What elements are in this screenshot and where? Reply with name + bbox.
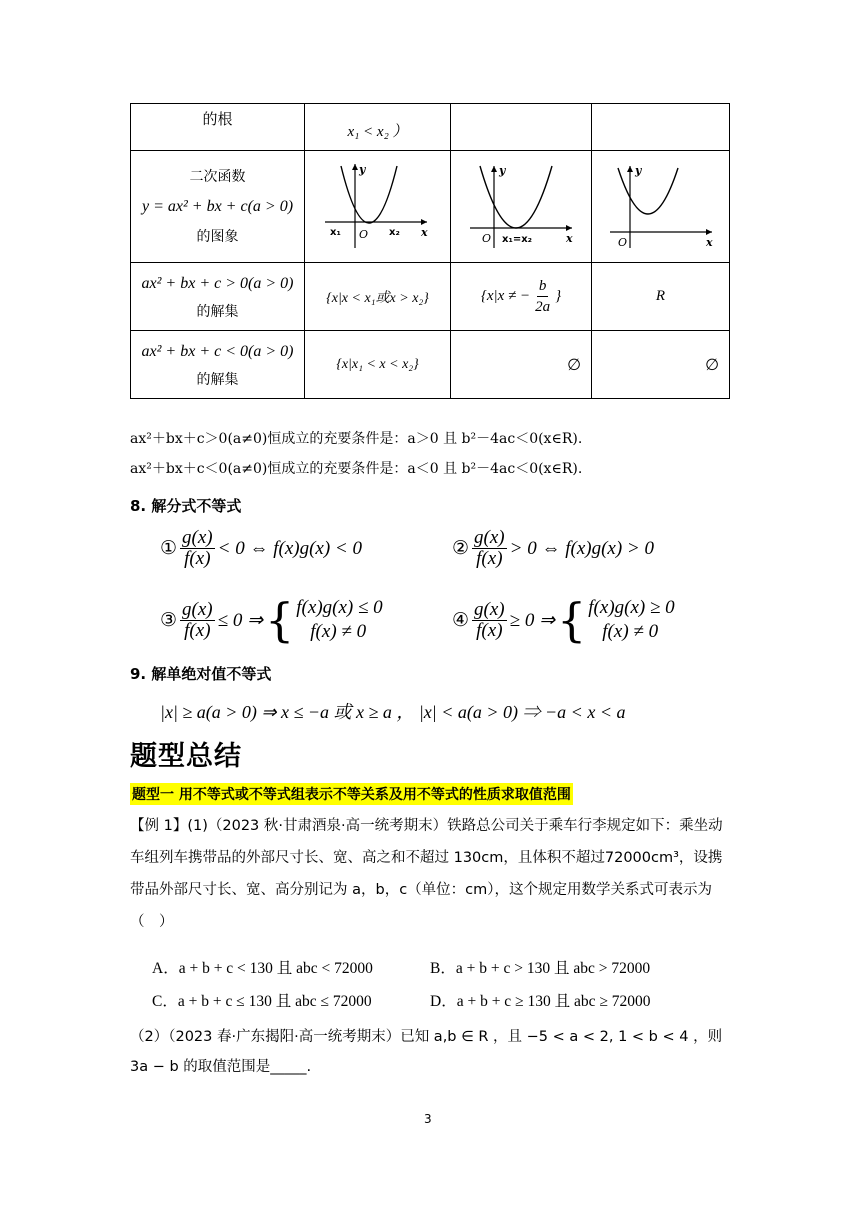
row-graph-formula: y = ax² + bx + c(a > 0)	[141, 197, 294, 215]
parabola-double-root-graph	[466, 160, 576, 250]
fraction-inequality-1: ① $\frac{g(x)}{f(x)}$ < 0 ⇔ f(x)g(x) < 0	[160, 527, 362, 569]
section-8-title: 8. 解分式不等式	[130, 497, 242, 515]
parabola-two-roots-graph	[323, 160, 433, 250]
origin-label: O	[482, 231, 492, 245]
option-a: A．a + b + c < 130 且 abc < 72000	[152, 960, 373, 977]
y-axis-label: y	[358, 162, 365, 176]
x2-label: x₂	[388, 226, 400, 238]
gt-solution-double-root: {x|x ≠ − $\frac{b}{2a}$ }	[451, 263, 592, 331]
row-gt-formula: ax² + bx + c > 0(a > 0)	[141, 274, 294, 292]
quadratic-table	[130, 103, 730, 399]
row-root-formula: x₁ < x₂ ）	[305, 104, 451, 151]
lt-solution-double-root: ∅	[451, 331, 592, 399]
parabola-no-root-graph	[606, 160, 716, 250]
row-gt-label: 的解集	[196, 303, 239, 320]
table-row	[131, 331, 730, 399]
origin-label: O	[617, 235, 627, 249]
fraction-inequality-3: ③ $\frac{g(x)}{f(x)}$ ≤ 0 ⇒ { f(x)g(x) ≤ 0 f(x) ≠ 0	[160, 593, 383, 647]
note-line-2: ax²＋bx＋c＜0(a≠0)恒成立的充要条件是：a＜0 且 b²－4ac＜0(x∈R).	[130, 461, 583, 477]
note-line-1: ax²＋bx＋c＞0(a≠0)恒成立的充要条件是：a＞0 且 b²－4ac＜0(x∈R).	[130, 431, 583, 447]
option-c: C．a + b + c ≤ 130 且 abc ≤ 72000	[152, 993, 372, 1010]
absolute-inequality-formula: |x| ≥ a(a > 0) ⇒ x ≤ −a 或 x ≥ a ， |x| < a(a > 0) ⇒ −a < x < a	[160, 702, 626, 722]
row-graph-label1: 二次函数	[189, 168, 246, 185]
example-1-text: 【例 1】(1)（2023 秋·甘肃酒泉·高一统考期末）铁路总公司关于乘车行李规定如下：乘坐动车组列车携带品的外部尺寸长、宽、高之和不超过 130cm，且体积不超过72000cm³，设携带品外部尺寸长、宽、高分别记为 a，b，c（单位：cm），这个规定用数学关系式可表示为（ ）	[130, 818, 723, 930]
fraction-inequality-4: ④ $\frac{g(x)}{f(x)}$ ≥ 0 ⇒ { f(x)g(x) ≥ 0 f(x) ≠ 0	[452, 593, 675, 647]
page-number: 3	[424, 1112, 432, 1126]
y-axis-label: y	[634, 163, 641, 177]
row-lt-label: 的解集	[196, 371, 239, 388]
fraction-inequality-2: ② $\frac{g(x)}{f(x)}$ > 0 ⇔ f(x)g(x) > 0	[452, 527, 654, 569]
origin-label: O	[358, 227, 368, 241]
type-1-title: 题型一 用不等式或不等式组表示不等关系及用不等式的性质求取值范围	[130, 783, 573, 805]
lt-solution-no-root: ∅	[592, 331, 730, 399]
x-axis-label: x	[566, 231, 573, 245]
x1-equals-x2-label: x₁=x₂	[502, 233, 533, 245]
row-lt-formula: ax² + bx + c < 0(a > 0)	[141, 342, 294, 360]
lt-solution-two-roots: {x|x₁ < x < x₂}	[305, 331, 451, 399]
table-row	[131, 104, 730, 151]
gt-solution-two-roots: {x|x < x₁或x > x₂}	[305, 263, 451, 331]
table-row	[131, 263, 730, 331]
y-axis-label: y	[499, 163, 506, 177]
row-graph-label2: 的图象	[196, 228, 239, 245]
summary-title: 题型总结	[130, 741, 242, 772]
row-root-label: 的根	[131, 104, 305, 151]
option-b: B．a + b + c > 130 且 abc > 72000	[430, 960, 651, 977]
x-axis-label: x	[420, 225, 428, 239]
gt-solution-no-root: R	[592, 263, 730, 331]
x-axis-label: x	[705, 235, 713, 249]
option-d: D．a + b + c ≥ 130 且 abc ≥ 72000	[430, 993, 651, 1010]
x1-label: x₁	[329, 226, 341, 238]
section-9-title: 9. 解单绝对值不等式	[130, 665, 272, 683]
example-1-part-2: （2）（2023 春·广东揭阳·高一统考期末）已知 a,b ∈ R ，且 −5 < a < 2, 1 < b < 4 ，则 3a − b 的取值范围是_____.	[130, 1029, 723, 1075]
table-row	[131, 151, 730, 263]
